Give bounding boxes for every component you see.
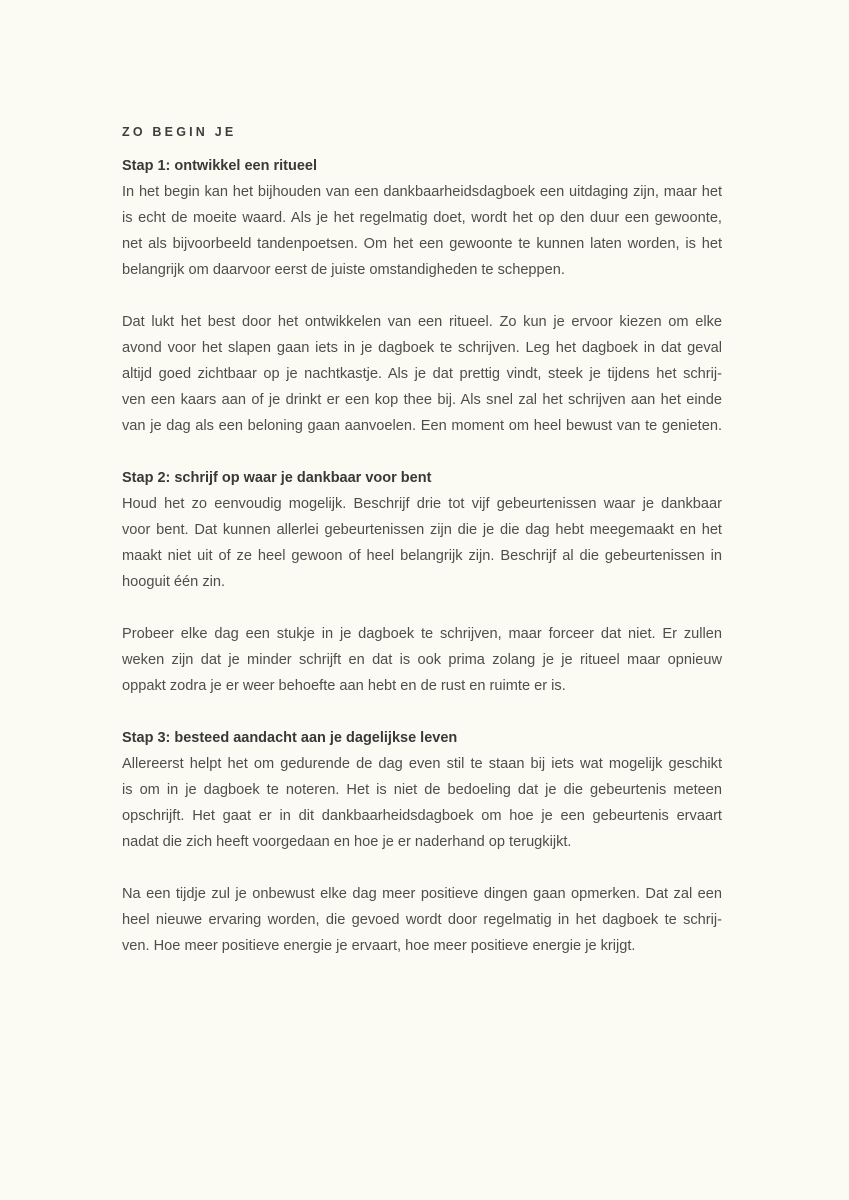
text-line: In het begin kan het bijhouden van een dankbaarheidsdagboek een uitdaging zijn, maar het [122, 184, 722, 200]
paragraph [122, 179, 722, 283]
text-line: opschrijft. Het gaat er in dit dankbaarheidsdagboek om hoe je een gebeurtenis ervaart [122, 808, 722, 824]
text-line: nadat die zich heeft voorgedaan en hoe je er naderhand op terugkijkt. [122, 834, 572, 850]
text-line: is echt de moeite waard. Als je het regelmatig doet, wordt het op den duur een gewoonte, [122, 210, 722, 226]
text-line: Allereerst helpt het om gedurende de dag even stil te staan bij iets wat mogelijk geschikt [122, 756, 722, 772]
step-title: Stap 1: ontwikkel een ritueel [122, 158, 317, 174]
step-3 [122, 725, 722, 959]
text-line: net als bijvoorbeeld tandenpoetsen. Om het een gewoonte te kunnen laten worden, is het [122, 236, 722, 252]
paragraph [122, 491, 722, 595]
text-line: weken zijn dat je minder schrijft en dat is ook prima zolang je je ritueel maar opnieuw [122, 652, 722, 668]
text-line: altijd goed zichtbaar op je nachtkastje. Als je dat prettig vindt, steek je tijdens het schrij- [122, 366, 722, 382]
text-line: maakt niet uit of ze heel gewoon of heel belangrijk zijn. Beschrijf al die gebeurtenissen in [122, 548, 722, 564]
text-line: Dat lukt het best door het ontwikkelen van een ritueel. Zo kun je ervoor kiezen om elke [122, 314, 722, 330]
paragraph [122, 881, 722, 959]
text-line: is om in je dagboek te noteren. Het is niet de bedoeling dat je die gebeurtenis meteen [122, 782, 722, 798]
step-title: Stap 3: besteed aandacht aan je dagelijkse leven [122, 730, 458, 746]
text-line: avond voor het slapen gaan iets in je dagboek te schrijven. Leg het dagboek in dat geval [122, 340, 722, 356]
text-line: voor bent. Dat kunnen allerlei gebeurtenissen zijn die je die dag hebt meegemaakt en het [122, 522, 722, 538]
page-content [122, 124, 722, 959]
paragraph [122, 309, 722, 439]
text-line: ven. Hoe meer positieve energie je ervaart, hoe meer positieve energie je krijgt. [122, 938, 636, 954]
text-line: Houd het zo eenvoudig mogelijk. Beschrijf drie tot vijf gebeurtenissen waar je dankbaar [122, 496, 722, 512]
step-2 [122, 465, 722, 699]
section-heading: ZO BEGIN JE [122, 125, 237, 139]
paragraph [122, 621, 722, 699]
text-line: oppakt zodra je er weer behoefte aan hebt en de rust en ruimte er is. [122, 678, 566, 694]
text-line: van je dag als een beloning gaan aanvoelen. Een moment om heel bewust van te genieten. [122, 418, 722, 434]
paragraph [122, 751, 722, 855]
text-line: Na een tijdje zul je onbewust elke dag meer positieve dingen gaan opmerken. Dat zal een [122, 886, 722, 902]
text-line: heel nieuwe ervaring worden, die gevoed wordt door regelmatig in het dagboek te schrij- [122, 912, 722, 928]
text-line: ven een kaars aan of je drinkt er een kop thee bij. Als snel zal het schrijven aan het einde [122, 392, 722, 408]
step-1 [122, 153, 722, 439]
step-title: Stap 2: schrijf op waar je dankbaar voor bent [122, 470, 432, 486]
text-line: belangrijk om daarvoor eerst de juiste omstandigheden te scheppen. [122, 262, 565, 278]
text-line: Probeer elke dag een stukje in je dagboek te schrijven, maar forceer dat niet. Er zullen [122, 626, 722, 642]
text-line: hooguit één zin. [122, 574, 226, 590]
